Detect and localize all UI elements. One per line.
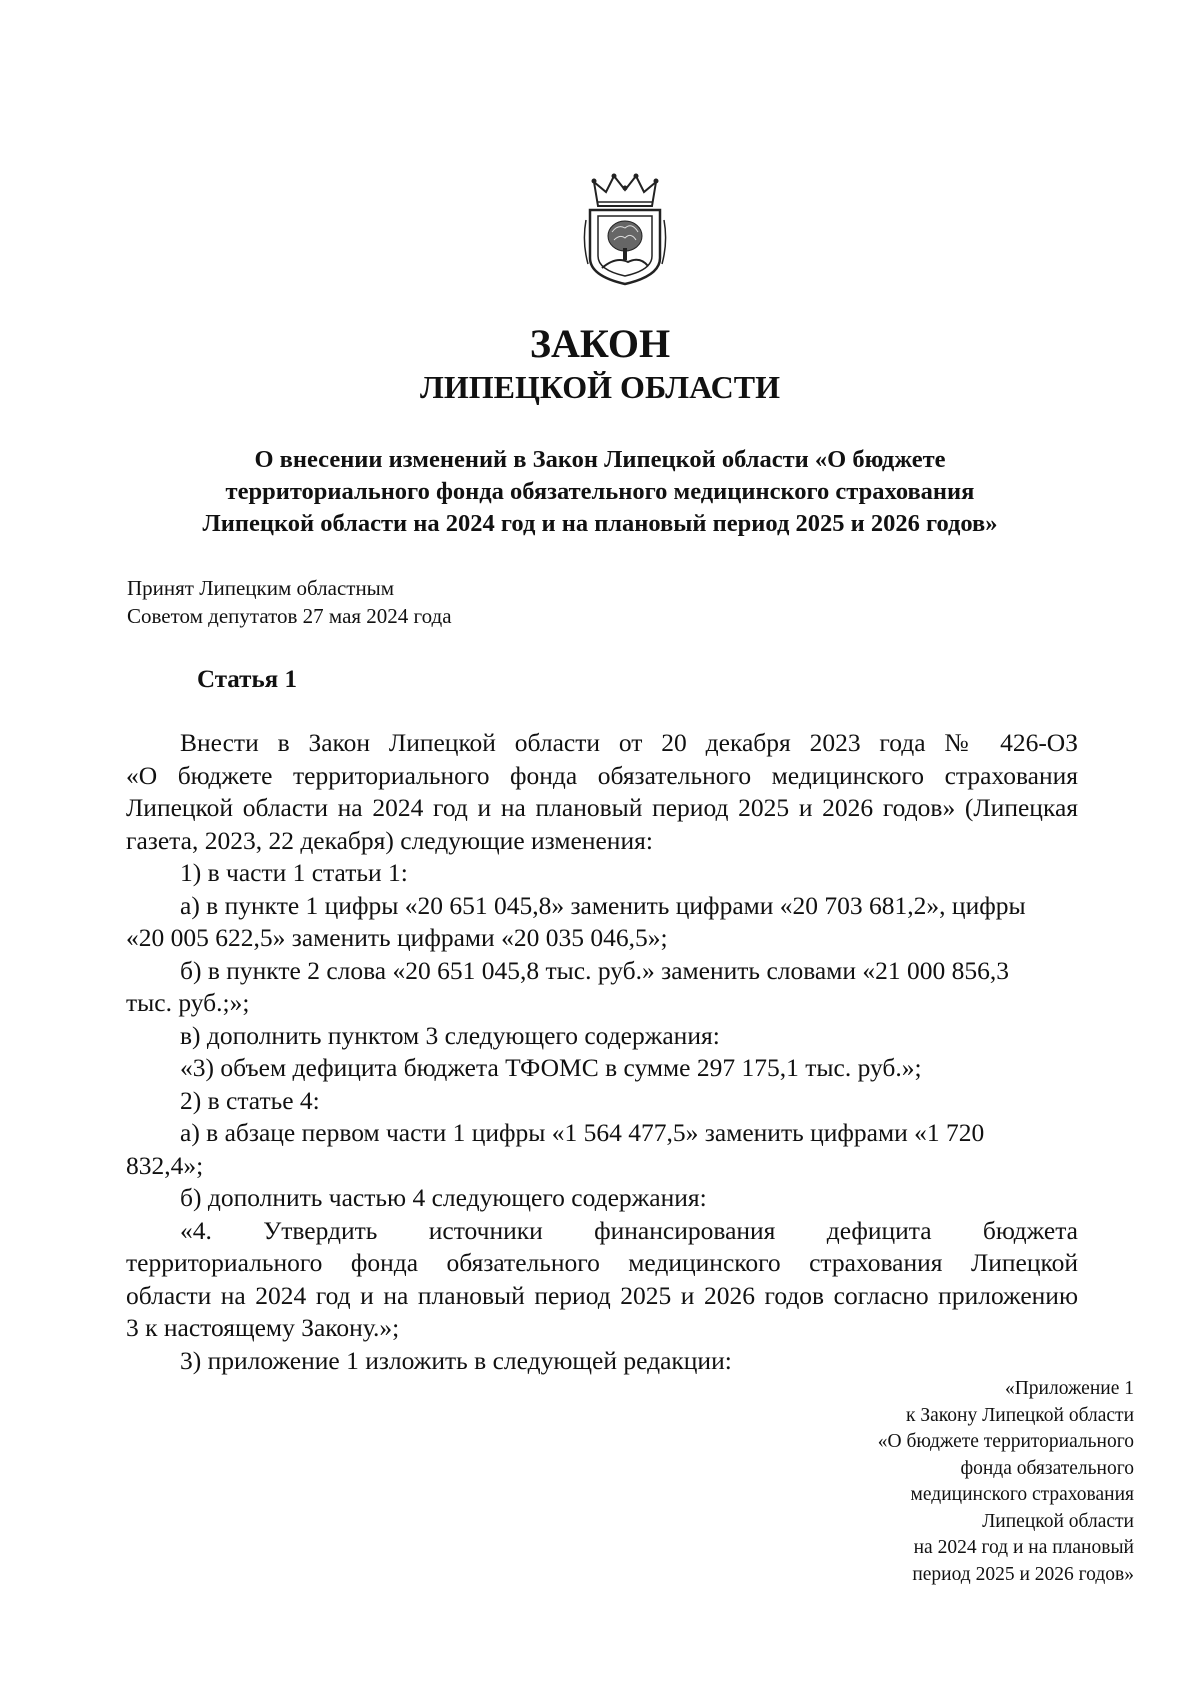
appendix-line: «О бюджете территориального [877, 1431, 1134, 1452]
law-name-line: Липецкой области на 2024 год и на плановый период 2025 и 2026 годов» [202, 510, 998, 537]
law-name-line: О внесении изменений в Закон Липецкой области «О бюджете [254, 446, 946, 473]
article-line: «4. Утвердить источники финансирования дефицита бюджета [180, 1215, 1078, 1245]
appendix-line: на 2024 год и на плановый [913, 1537, 1134, 1558]
article-line: а) в пункте 1 цифры «20 651 045,8» заменить цифрами «20 703 681,2», цифры [180, 890, 1026, 920]
document-title: ЗАКОН [529, 321, 671, 366]
article-line: «20 005 622,5» заменить цифрами «20 035 046,5»; [126, 923, 668, 952]
law-name [140, 444, 1060, 540]
article-line: б) в пункте 2 слова «20 651 045,8 тыс. руб.» заменить словами «21 000 856,3 [180, 955, 1010, 985]
article-line: 1) в части 1 статьи 1: [180, 858, 408, 887]
appendix-heading [760, 1376, 1134, 1588]
article-line: Липецкой области на 2024 год и на плановый период 2025 и 2026 годов» (Липецкая [126, 793, 1078, 822]
article-line: б) дополнить частью 4 следующего содержания: [180, 1183, 707, 1212]
article-line: 832,4»; [126, 1150, 204, 1180]
appendix-line: к Закону Липецкой области [906, 1404, 1134, 1426]
article-line: тыс. руб.;»; [126, 988, 250, 1017]
article-body [126, 727, 1078, 1377]
article-line: 2) в статье 4: [180, 1085, 320, 1115]
appendix-line: Липецкой области [982, 1510, 1134, 1532]
appendix-line: «Приложение 1 [1004, 1378, 1134, 1399]
document-subtitle: ЛИПЕЦКОЙ ОБЛАСТИ [420, 369, 780, 405]
article-line: в) дополнить пунктом 3 следующего содержания: [180, 1020, 720, 1050]
appendix-line: период 2025 и 2026 годов» [912, 1563, 1134, 1585]
article-title: Статья 1 [197, 666, 297, 693]
adoption-line: Советом депутатов 27 мая 2024 года [127, 604, 452, 628]
adoption-line: Принят Липецким областным [127, 576, 395, 600]
article-line: 3 к настоящему Закону.»; [126, 1313, 400, 1342]
article-line: а) в абзаце первом части 1 цифры «1 564 477,5» заменить цифрами «1 720 [180, 1118, 985, 1147]
coat-of-arms-icon [578, 172, 672, 288]
article-line: территориального фонда обязательного медицинского страхования Липецкой [126, 1248, 1078, 1277]
appendix-line: фонда обязательного [960, 1457, 1134, 1479]
appendix-line: медицинского страхования [910, 1484, 1134, 1505]
article-line: области на 2024 год и на плановый период 2025 и 2026 годов согласно приложению [126, 1280, 1078, 1310]
article-line: «О бюджете территориального фонда обязательного медицинского страхования [126, 760, 1078, 790]
article-line: Внести в Закон Липецкой области от 20 декабря 2023 года № 426-ОЗ [180, 728, 1078, 757]
article-line: газета, 2023, 22 декабря) следующие изменения: [126, 825, 653, 855]
article-line: «3) объем дефицита бюджета ТФОМС в сумме 297 175,1 тыс. руб.»; [180, 1053, 922, 1082]
adoption-note [127, 574, 452, 630]
article-line: 3) приложение 1 изложить в следующей редакции: [180, 1345, 732, 1375]
law-name-line: территориального фонда обязательного медицинского страхования [225, 478, 975, 505]
